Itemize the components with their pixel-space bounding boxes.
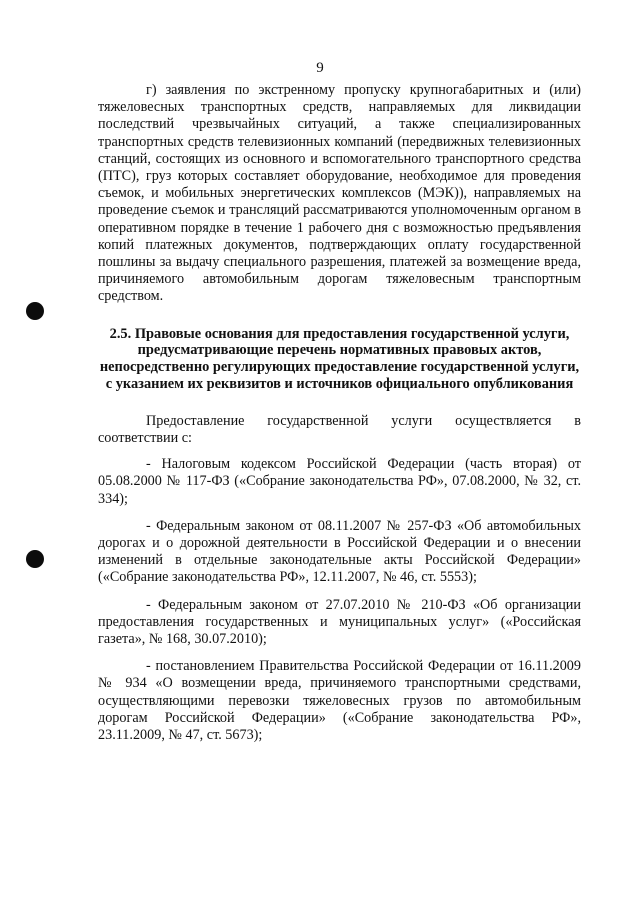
legal-act-item: - Федеральным законом от 08.11.2007 № 257-ФЗ «Об автомобильных дорогах и о дорожной деятельности в Российской Федерации и о внесении изменений в отдельные законодательные акты Российской Федерации» («Собрание законодательства РФ», 12.11.2007, № 46, ст. 5553); — [98, 517, 581, 586]
legal-act-item: - постановлением Правительства Российской Федерации от 16.11.2009 № 934 «О возмещении вреда, причиняемого транспортными средствами, осуществляющими перевозки тяжеловесных грузов по автомобильным дорогам Российской Федерации» («Собрание законодательства РФ», 23.11.2009, № 47, ст. 5673); — [98, 658, 581, 744]
legal-act-item: - Налоговым кодексом Российской Федерации (часть вторая) от 05.08.2000 № 117-ФЗ («Собрание законодательства РФ», 07.08.2000, № 32, ст. 334); — [98, 456, 581, 507]
page-number: 9 — [316, 60, 324, 76]
document-body — [98, 82, 581, 754]
intro-paragraph: Предоставление государственной услуги осуществляется в соответствии с: — [98, 412, 581, 447]
section-heading: 2.5. Правовые основания для предоставления государственной услуги, предусматривающие перечень нормативных правовых актов, непосредственно регулирующих предоставление государственной услуги, с указанием их реквизитов и источников официального опубликования — [99, 325, 580, 393]
binder-hole-bottom — [26, 550, 44, 568]
binder-hole-top — [26, 302, 44, 320]
continued-paragraph: г) заявления по экстренному пропуску крупногабаритных и (или) тяжеловесных транспортных средств, направляемых для ликвидации последствий чрезвычайных ситуаций, а также специализированных транспортных средств телевизионных компаний (передвижных телевизионных станций, состоящих из основного и вспомогательного транспортного средства (ПТС), груз которых составляет оборудование, необходимое для проведения съемок, и мобильных энергетических комплексов (МЭК)), направляемых на проведение съемок и трансляций рассматриваются уполномоченным органом в оперативном порядке в течение 1 рабочего дня с возможностью предъявления копий платежных документов, подтверждающих оплату государственной пошлины за выдачу специального разрешения, платежей за возмещение вреда, причиняемого автомобильным дорогам тяжеловесным транспортным средством. — [98, 82, 581, 305]
legal-act-item: - Федеральным законом от 27.07.2010 № 210-ФЗ «Об организации предоставления государственных и муниципальных услуг» («Российская газета», № 168, 30.07.2010); — [98, 596, 581, 648]
